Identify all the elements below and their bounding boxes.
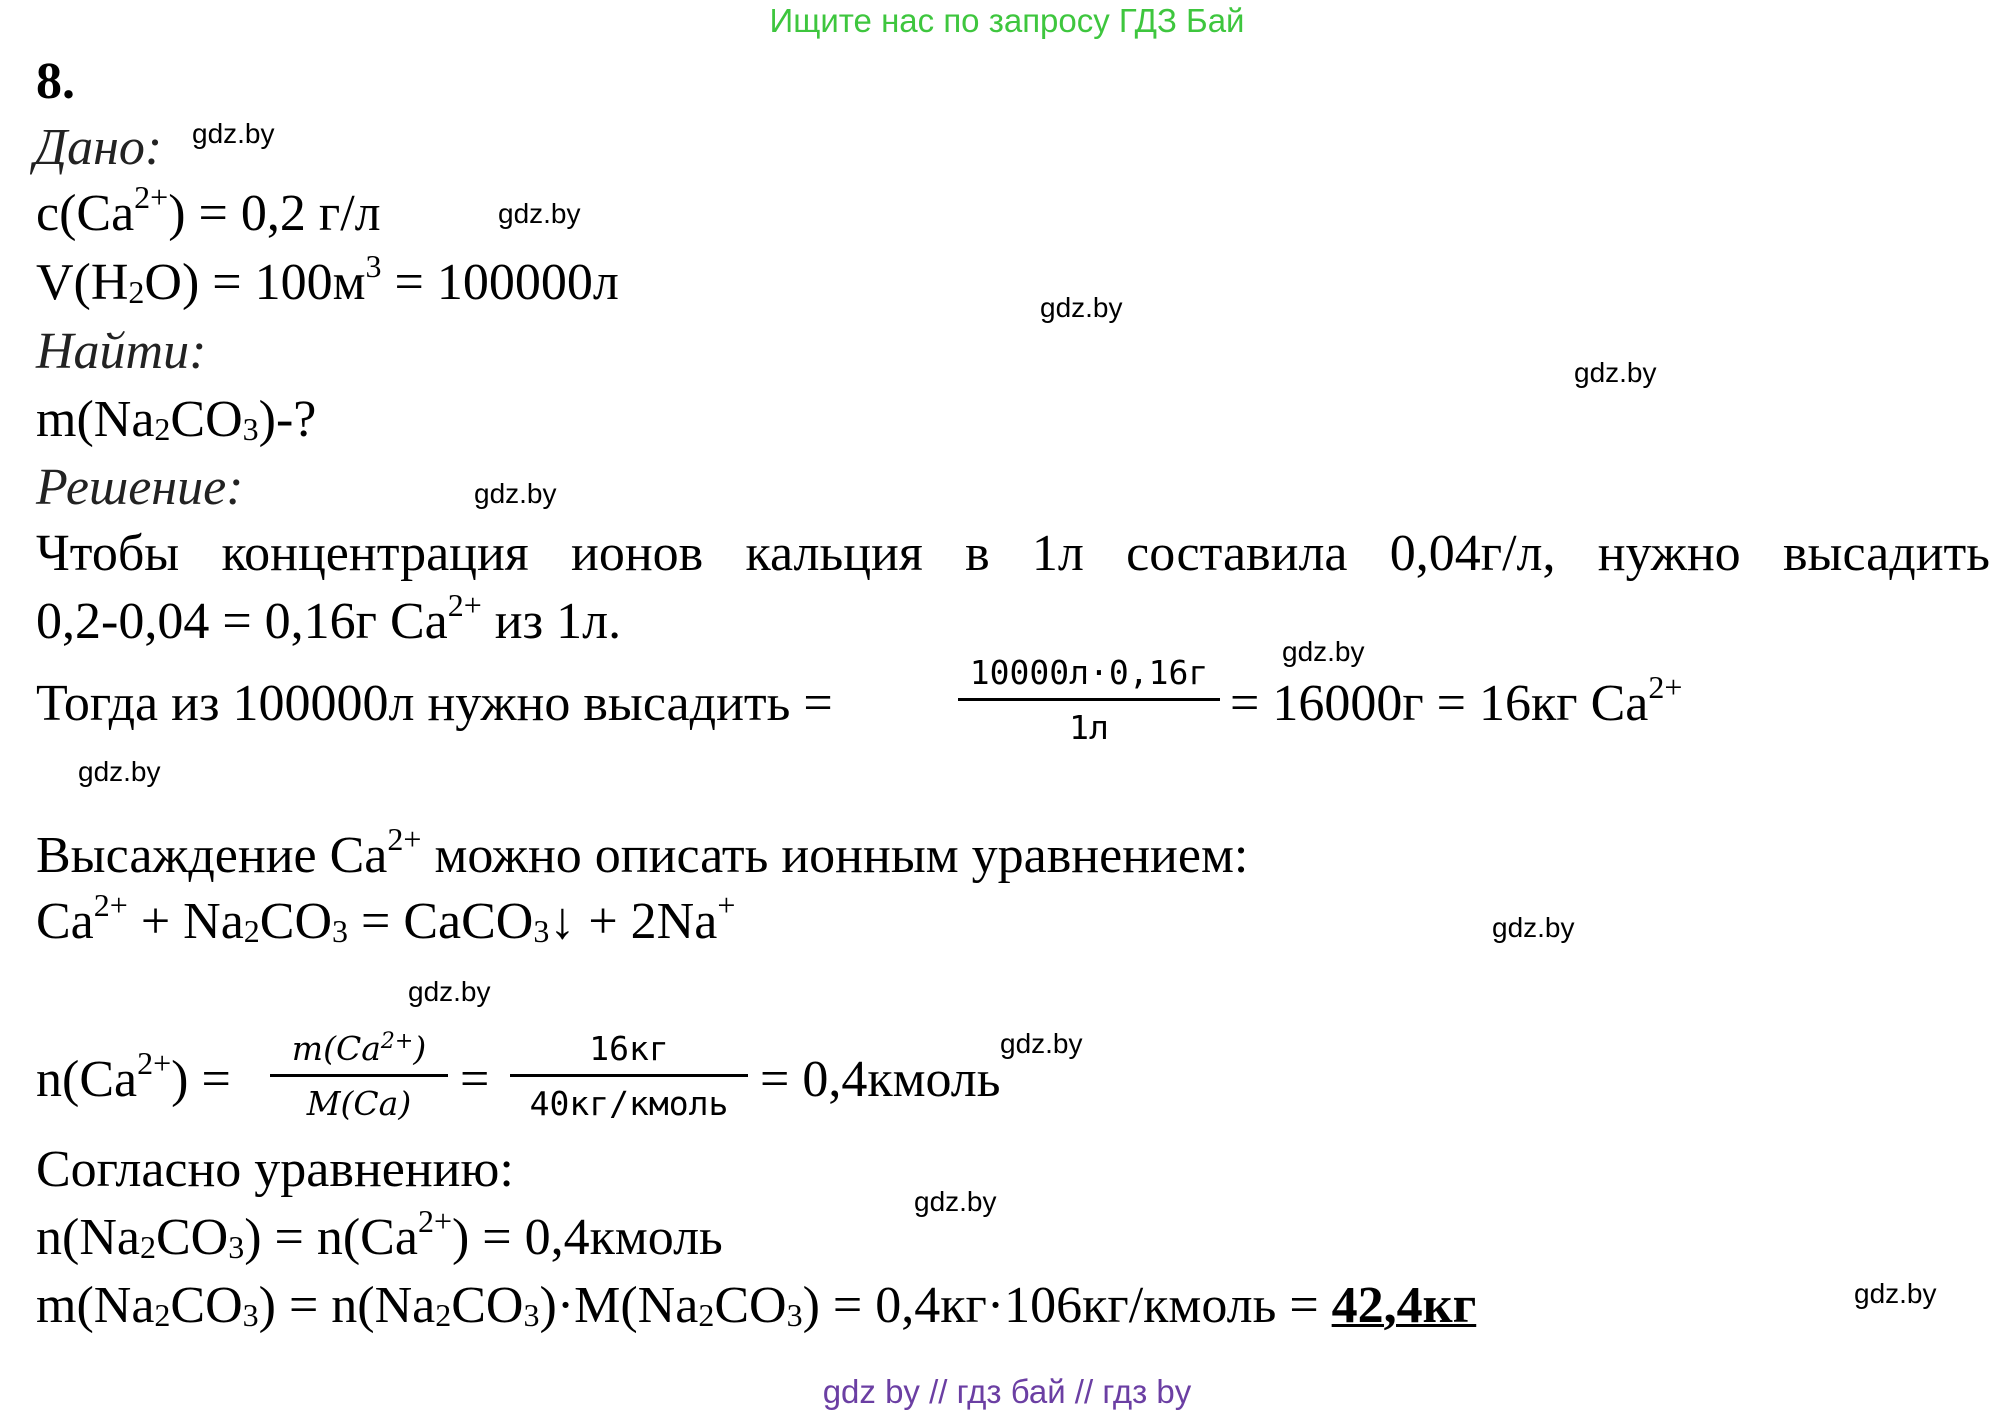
- moles-ca-result: = 0,4кмоль: [760, 1051, 1001, 1108]
- solution-paragraph-3: Высаждение $Ca^{2+}$ можно описать ионным уравнением:: [36, 821, 1249, 884]
- top-banner: Ищите нас по запросу ГДЗ Бай: [769, 2, 1245, 39]
- moles-ca-label: $n(Ca^{2+})$ =: [36, 1045, 231, 1108]
- solution-heading: Решение:: [36, 459, 244, 516]
- fraction-denominator: 40кг/кмоль: [529, 1084, 729, 1123]
- final-answer: 42,4кг: [1331, 1277, 1477, 1334]
- according-to-equation: Согласно уравнению:: [36, 1141, 514, 1198]
- fraction-denominator: 1л: [1069, 708, 1109, 747]
- given-volume: $V(H2O) = 100м^3 = 100000л$: [36, 248, 619, 311]
- equals-sign: =: [460, 1051, 490, 1108]
- fraction-bar: [270, 1074, 448, 1077]
- solution-paragraph-1: Чтобы концентрация ионов кальция в 1л составила 0,04г/л, нужно высадить: [36, 525, 1990, 582]
- watermark: gdz.by: [1574, 357, 1657, 388]
- fraction-numerator: $m(Ca^{2+})$: [291, 1029, 427, 1068]
- watermark: gdz.by: [192, 118, 275, 149]
- fraction-bar: [958, 698, 1220, 701]
- watermark: gdz.by: [1000, 1028, 1083, 1059]
- watermark: gdz.by: [1492, 912, 1575, 943]
- fraction-denominator: M(Ca): [306, 1084, 412, 1123]
- fraction-mass-over-molar-mass: [270, 1028, 448, 1125]
- watermark: gdz.by: [1854, 1278, 1937, 1309]
- solution-paragraph-2-result: = 16000г = 16кг $Ca^{2+}$: [1230, 669, 1683, 732]
- bottom-banner: gdz by // гдз бай // гдз by: [822, 1373, 1192, 1410]
- fraction-mass-per-volume: [958, 652, 1220, 749]
- find-heading: Найти:: [36, 323, 207, 380]
- given-heading: Дано:: [34, 119, 163, 176]
- watermark: gdz.by: [914, 1186, 997, 1217]
- given-concentration: $c(Ca^{2+}) = 0,2$ г/л: [36, 179, 381, 242]
- mass-na2co3: m(Na2CO3) = n(Na2CO3)·M(Na2CO3) = 0,4кг·106кг/кмоль = 42,4кг: [36, 1277, 1477, 1334]
- task-number: 8.: [36, 53, 75, 110]
- watermark: gdz.by: [408, 976, 491, 1007]
- watermark: gdz.by: [1040, 292, 1123, 323]
- solution-paragraph-1-cont: 0,2-0,04 = 0,16г $Ca^{2+}$ из 1л.: [36, 587, 622, 650]
- watermark: gdz.by: [474, 478, 557, 509]
- fraction-bar: [510, 1074, 748, 1077]
- watermark: gdz.by: [1282, 636, 1365, 667]
- watermark: gdz.by: [78, 756, 161, 787]
- fraction-numerator: 16кг: [589, 1029, 669, 1068]
- solution-paragraph-2-text: Тогда из 100000л нужно высадить =: [36, 675, 833, 732]
- ionic-equation: $Ca^{2+} + Na2CO3$ = CaCO3↓ + 2Na+: [36, 887, 736, 950]
- find-expression: m(Na2CO3)-?: [36, 391, 317, 448]
- watermark: gdz.by: [498, 198, 581, 229]
- moles-na2co3: $n(Na2CO3) = n(Ca^{2+})$ = 0,4кмоль: [36, 1203, 723, 1266]
- fraction-numerator: 10000л·0,16г: [969, 653, 1209, 692]
- fraction-mass-value-over-molar-value: [510, 1028, 748, 1125]
